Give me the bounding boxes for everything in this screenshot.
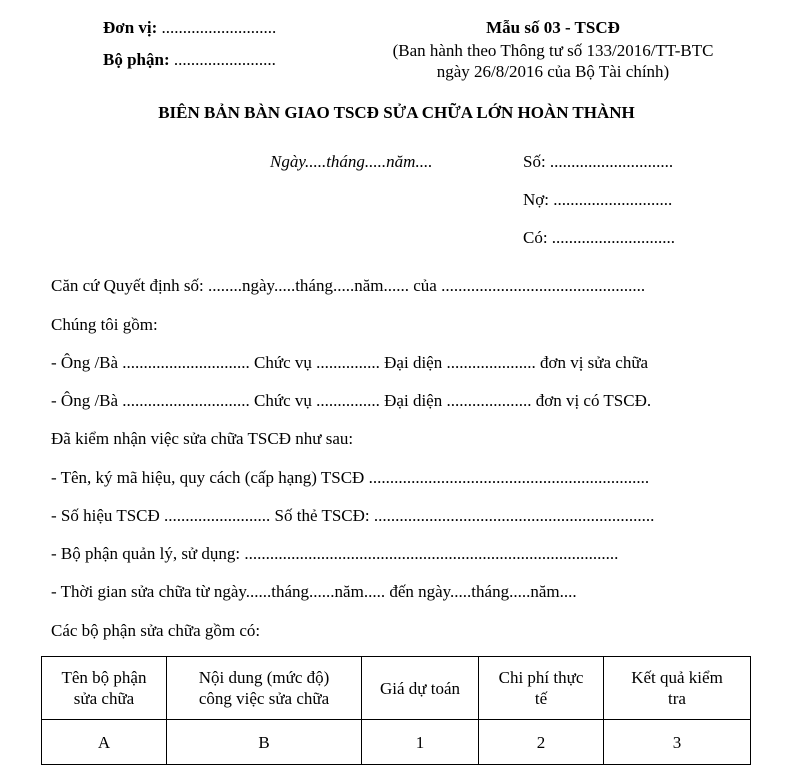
no-line: Nợ: ............................	[523, 190, 673, 209]
header-work-content-line-1: Nội dung (mức độ)	[198, 668, 330, 687]
dept-dots: ........................	[169, 50, 276, 69]
asset-name-line: - Tên, ký mã hiệu, quy cách (cấp hạng) TSCĐ ..................................................................	[51, 468, 650, 487]
document-title: BIÊN BẢN BÀN GIAO TSCĐ SỬA CHỮA LỚN HOÀN THÀNH	[158, 103, 635, 122]
department-line: - Bộ phận quản lý, sử dụng: ........................................................................................	[51, 544, 619, 563]
issued-line-2: ngày 26/8/2016 của Bộ Tài chính)	[436, 62, 670, 81]
header-part-name	[42, 657, 167, 720]
issued-line-1: (Ban hành theo Thông tư số 133/2016/TT-BTC	[392, 41, 714, 60]
code-cell-2: 2	[479, 720, 604, 765]
header-inspection-result-line-1: Kết quả kiểm	[631, 668, 723, 687]
unit-dots: ...........................	[157, 18, 277, 37]
member-asset-unit: - Ông /Bà .............................. Chức vụ ............... Đại diện .................... đơn vị có TSCĐ.	[51, 391, 652, 410]
table-header-row	[42, 657, 751, 720]
header-part-name-line-1: Tên bộ phận	[61, 668, 147, 687]
unit-line	[103, 18, 276, 38]
member-repair-unit: - Ông /Bà .............................. Chức vụ ............... Đại diện ..................... đơn vị sửa chữa	[51, 353, 649, 372]
asset-number-line: - Số hiệu TSCĐ ......................... Số thẻ TSCĐ: ..................................................................	[51, 506, 655, 525]
parts-heading: Các bộ phận sửa chữa gồm có:	[51, 621, 261, 640]
table-code-row	[42, 720, 751, 765]
header-work-content	[167, 657, 362, 720]
header-actual-cost	[479, 657, 604, 720]
so-line: Số: .............................	[523, 152, 674, 171]
header-estimated-price	[362, 657, 479, 720]
header-work-content-line-2: công việc sửa chữa	[198, 689, 330, 708]
date-line: Ngày.....tháng.....năm....	[270, 152, 433, 171]
decision-line: Căn cứ Quyết định số: ........ngày.....tháng.....năm...... của ................................................	[51, 276, 646, 295]
unit-label: Đơn vị:	[103, 18, 158, 37]
dept-label: Bộ phận:	[103, 50, 170, 69]
code-cell-1: 1	[362, 720, 479, 765]
dept-line	[103, 50, 276, 70]
inspection-heading: Đã kiểm nhận việc sửa chữa TSCĐ như sau:	[51, 429, 354, 448]
members-heading: Chúng tôi gồm:	[51, 315, 158, 334]
code-cell-b: B	[167, 720, 362, 765]
repair-parts-table	[41, 656, 751, 765]
header-actual-cost-line-1: Chi phí thực	[498, 668, 584, 687]
repair-period-line: - Thời gian sửa chữa từ ngày......tháng......năm..... đến ngày.....tháng.....năm....	[51, 582, 577, 601]
header-estimated-price-line-1: Giá dự toán	[379, 678, 461, 698]
header-part-name-line-2: sửa chữa	[73, 689, 135, 708]
header-inspection-result-line-2: tra	[668, 689, 686, 708]
code-cell-a: A	[42, 720, 167, 765]
co-line: Có: .............................	[523, 228, 676, 247]
header-inspection-result	[604, 657, 751, 720]
form-number: Mẫu số 03 - TSCĐ	[486, 18, 620, 37]
code-cell-3: 3	[604, 720, 751, 765]
header-actual-cost-line-2: tế	[534, 689, 548, 708]
